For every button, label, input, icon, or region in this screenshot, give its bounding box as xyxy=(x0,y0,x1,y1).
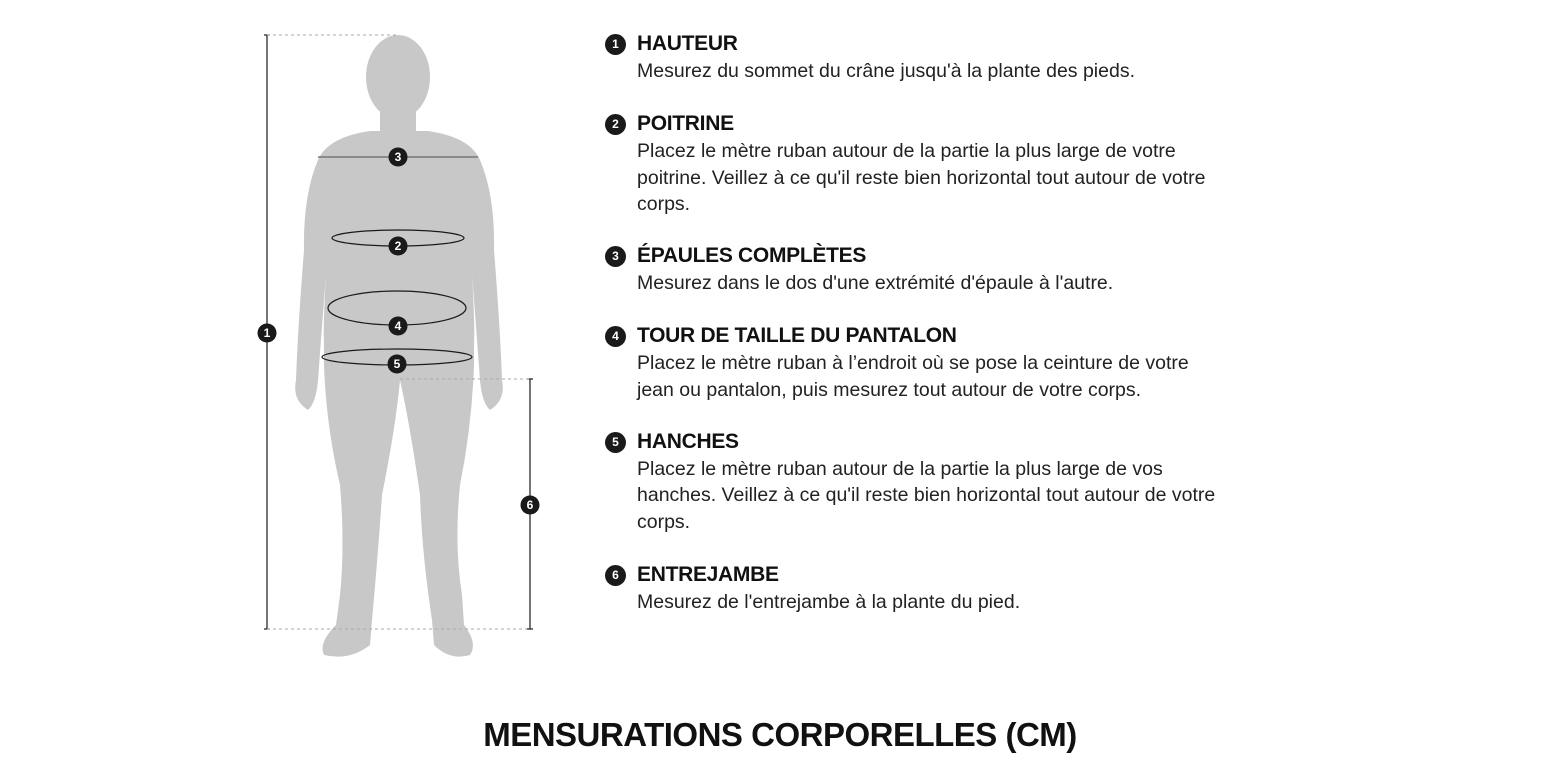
marker-3-label: 3 xyxy=(394,150,402,164)
guide-item-epaules xyxy=(605,242,1225,296)
marker-5-label: 5 xyxy=(393,357,401,371)
item-number-badge: 5 xyxy=(605,432,626,453)
item-description: Placez le mètre ruban autour de la partie la plus large de votre poitrine. Veillez à ce qu'il reste bien horizontal tout autour de votre corps. xyxy=(637,140,1206,215)
marker-2 xyxy=(389,237,408,256)
marker-1 xyxy=(258,324,277,343)
guide-item-taille xyxy=(605,322,1225,403)
marker-3 xyxy=(389,148,408,167)
item-description: Mesurez dans le dos d'une extrémité d'épaule à l'autre. xyxy=(637,272,1114,295)
item-number-badge: 2 xyxy=(605,114,626,135)
marker-4 xyxy=(389,317,408,336)
item-number-badge: 4 xyxy=(605,326,626,347)
marker-1-label: 1 xyxy=(263,326,271,340)
page-title: MENSURATIONS CORPORELLES (CM) xyxy=(483,716,1077,753)
item-title: ENTREJAMBE xyxy=(637,562,779,586)
guide-item-entrejambe xyxy=(605,561,1225,615)
item-number-badge: 3 xyxy=(605,246,626,267)
marker-6-label: 6 xyxy=(526,498,534,512)
item-number-badge: 6 xyxy=(605,565,626,586)
measurement-guide-list xyxy=(605,30,1225,637)
item-title: POITRINE xyxy=(637,112,734,136)
guide-item-hanches xyxy=(605,428,1225,535)
item-title: ÉPAULES COMPLÈTES xyxy=(637,244,867,268)
marker-4-label: 4 xyxy=(394,319,402,333)
body-silhouette-diagram xyxy=(250,25,550,670)
item-title: HAUTEUR xyxy=(637,32,738,55)
marker-6 xyxy=(521,496,540,515)
body-silhouette xyxy=(295,35,503,657)
item-description: Mesurez du sommet du crâne jusqu'à la plante des pieds. xyxy=(637,60,1136,82)
guide-item-hauteur xyxy=(605,30,1225,84)
marker-2-label: 2 xyxy=(394,239,402,253)
item-number-badge: 1 xyxy=(605,34,626,55)
marker-5 xyxy=(388,355,407,374)
item-description: Placez le mètre ruban autour de la partie la plus large de vos hanches. Veillez à ce qu'il reste bien horizontal tout autour de votre corps. xyxy=(637,458,1216,533)
item-title: TOUR DE TAILLE DU PANTALON xyxy=(637,324,957,348)
body-measurement-figure xyxy=(250,25,550,670)
item-title: HANCHES xyxy=(637,430,739,454)
guide-item-poitrine xyxy=(605,110,1225,217)
item-description: Mesurez de l'entrejambe à la plante du pied. xyxy=(637,590,1021,613)
item-description: Placez le mètre ruban à l’endroit où se pose la ceinture de votre jean ou pantalon, puis mesurez tout autour de votre corps. xyxy=(637,352,1189,401)
